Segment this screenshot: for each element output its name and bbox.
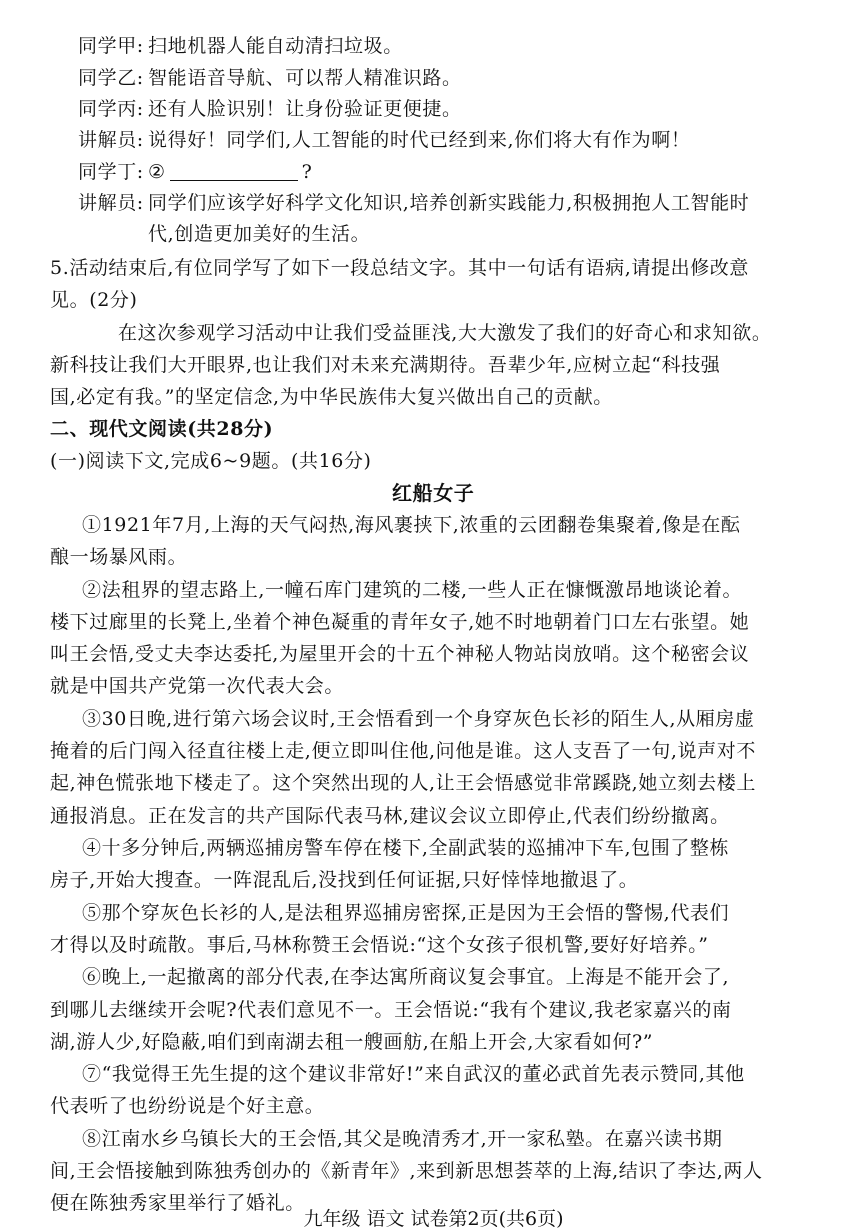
- dialogue-text: 说得好！同学们,人工智能的时代已经到来,你们将大有作为啊！: [148, 129, 691, 151]
- section-heading: 二、现代文阅读(共28分): [50, 418, 274, 440]
- dialogue-line: [78, 66, 462, 90]
- dialogue-line: [78, 160, 312, 184]
- article-line: ④十多分钟后,两辆巡捕房警车停在楼下,全副武装的巡捕冲下车,包围了整栋: [82, 837, 730, 859]
- article-line: 才得以及时疏散。事后,马林称赞王会悟说:“这个女孩子很机警,要好好培养。”: [50, 934, 709, 956]
- dialogue-line: [78, 191, 749, 215]
- article-line: 湖,游人少,好隐蔽,咱们到南湖去租一艘画舫,在船上开会,大家看如何?”: [50, 1031, 654, 1053]
- article-line: 酿一场暴风雨。: [50, 546, 188, 568]
- dialogue-line: [78, 34, 403, 58]
- q5-passage-line: 国,必定有我。”的坚定信念,为中华民族伟大复兴做出自己的贡献。: [50, 386, 613, 408]
- blank-end: ?: [301, 161, 313, 183]
- speaker: 同学甲:: [78, 35, 144, 57]
- article-title: 红船女子: [392, 481, 475, 505]
- dialogue-text: 智能语音导航、可以帮人精准识路。: [148, 67, 462, 89]
- article-line: 就是中国共产党第一次代表大会。: [50, 675, 345, 697]
- article-line: 起,神色慌张地下楼走了。这个突然出现的人,让王会悟感觉非常蹊跷,她立刻去楼上: [50, 772, 756, 794]
- article-line: 代表听了也纷纷说是个好主意。: [50, 1095, 325, 1117]
- speaker: 同学乙:: [78, 67, 144, 89]
- page-footer: 九年级 语文 试卷第2页(共6页): [303, 1208, 564, 1230]
- article-line: 到哪儿去继续开会呢?代表们意见不一。王会悟说:“我有个建议,我老家嘉兴的南: [50, 999, 732, 1021]
- blank-number: ②: [148, 161, 166, 183]
- speaker: 讲解员:: [78, 129, 144, 151]
- dialogue-line: [78, 97, 462, 121]
- article-line: ⑤那个穿灰色长衫的人,是法租界巡捕房密探,正是因为王会悟的警惕,代表们: [82, 902, 730, 924]
- article-line: 通报消息。正在发言的共产国际代表马林,建议会议立即停止,代表们纷纷撤离。: [50, 805, 730, 827]
- speaker: 同学丙:: [78, 98, 144, 120]
- article-line: ⑧江南水乡乌镇长大的王会悟,其父是晚清秀才,开一家私塾。在嘉兴读书期: [82, 1128, 723, 1150]
- speaker: 讲解员:: [78, 192, 144, 214]
- answer-blank[interactable]: [170, 162, 298, 181]
- question-5: 5.活动结束后,有位同学写了如下一段总结文字。其中一句话有语病,请提出修改意: [50, 257, 750, 279]
- dialogue-line: [78, 128, 690, 152]
- dialogue-text: 同学们应该学好科学文化知识,培养创新实践能力,积极拥抱人工智能时: [148, 192, 750, 214]
- article-line: 掩着的后门闯入径直往楼上走,便立即叫住他,问他是谁。这人支吾了一句,说声对不: [50, 740, 756, 762]
- article-line: ⑦“我觉得王先生提的这个建议非常好!”来自武汉的董必武首先表示赞同,其他: [82, 1063, 745, 1085]
- article-line: ③30日晚,进行第六场会议时,王会悟看到一个身穿灰色长衫的陌生人,从厢房虚: [82, 708, 755, 730]
- speaker: 同学丁:: [78, 161, 144, 183]
- dialogue-continuation: 代,创造更加美好的生活。: [148, 223, 371, 245]
- article-line: 便在陈独秀家里举行了婚礼。: [50, 1192, 305, 1214]
- article-line: 间,王会悟接触到陈独秀创办的《新青年》,来到新思想荟萃的上海,结识了李达,两人: [50, 1160, 763, 1182]
- dialogue-text: 还有人脸识别！让身份验证更便捷。: [148, 98, 462, 120]
- dialogue-text: 扫地机器人能自动清扫垃圾。: [148, 35, 403, 57]
- article-line: ②法租界的望志路上,一幢石库门建筑的二楼,一些人正在慷慨激昂地谈论着。: [82, 579, 743, 601]
- article-line: 楼下过廊里的长凳上,坐着个神色凝重的青年女子,她不时地朝着门口左右张望。她: [50, 611, 750, 633]
- article-line: 房子,开始大搜查。一阵混乱后,没找到任何证据,只好悻悻地撤退了。: [50, 869, 639, 891]
- q5-passage-line: 新科技让我们大开眼界,也让我们对未来充满期待。吾辈少年,应树立起“科技强: [50, 354, 721, 376]
- section-subheading: (一)阅读下文,完成6~9题。(共16分): [50, 450, 372, 472]
- article-line: 叫王会悟,受丈夫李达委托,为屋里开会的十五个神秘人物站岗放哨。这个秘密会议: [50, 643, 750, 665]
- article-line: ①1921年7月,上海的天气闷热,海风裹挟下,浓重的云团翻卷集聚着,像是在酝: [82, 514, 741, 536]
- article-line: ⑥晚上,一起撤离的部分代表,在李达寓所商议复会事宜。上海是不能开会了,: [82, 966, 730, 988]
- question-5-cont: 见。(2分): [50, 289, 138, 311]
- q5-passage-line: 在这次参观学习活动中让我们受益匪浅,大大激发了我们的好奇心和求知欲。: [118, 322, 772, 344]
